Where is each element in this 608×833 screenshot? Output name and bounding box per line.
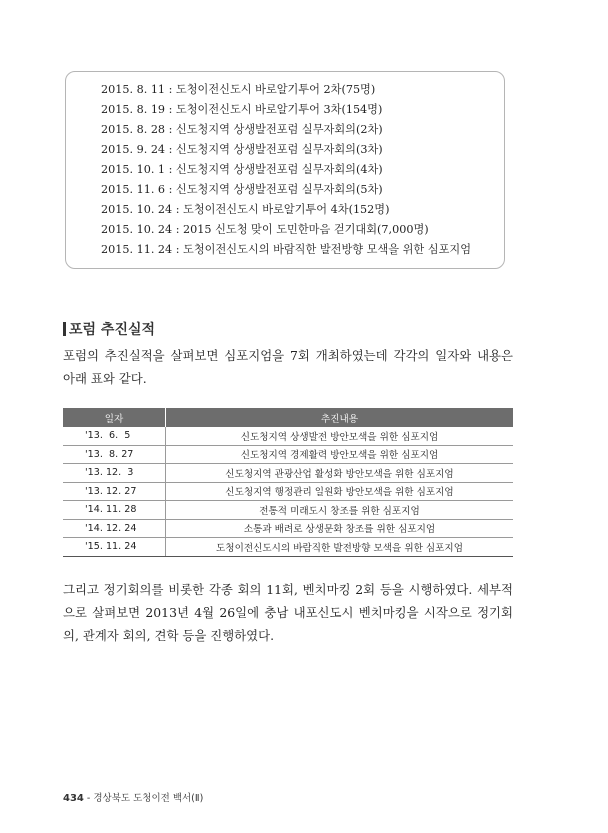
row-date: '14. 12. 24 (63, 519, 166, 538)
event-line: 2015. 10. 1 : 신도청지역 상생발전포럼 실무자회의(4차) (101, 163, 383, 176)
row-date: '13. 12. 3 (63, 464, 166, 483)
section-heading (63, 319, 155, 339)
table-row (63, 519, 513, 538)
table-header-row (63, 408, 513, 427)
page-footer (63, 790, 203, 804)
event-line: 2015. 9. 24 : 신도청지역 상생발전포럼 실무자회의(3차) (101, 143, 383, 156)
footer-separator: - (86, 793, 91, 804)
row-content: 신도청지역 행정관리 일원화 방안모색을 위한 심포지엄 (166, 482, 514, 501)
event-line: 2015. 8. 11 : 도청이전신도시 바로알기투어 2차(75명) (101, 83, 376, 96)
event-line: 2015. 11. 24 : 도청이전신도시의 바람직한 발전방향 모색을 위한 심포지엄 (101, 243, 472, 256)
event-line: 2015. 8. 28 : 신도청지역 상생발전포럼 실무자회의(2차) (101, 123, 383, 136)
section-title: 포럼 추진실적 (69, 322, 156, 338)
table-row (63, 445, 513, 464)
row-date: '13. 6. 5 (63, 427, 166, 445)
row-content: 신도청지역 경제활력 방안모색을 위한 심포지엄 (166, 445, 514, 464)
event-line: 2015. 10. 24 : 2015 신도청 맞이 도민한마음 걷기대회(7,000명) (101, 223, 429, 236)
row-date: '13. 12. 27 (63, 482, 166, 501)
table-row (63, 427, 513, 445)
row-content: 소통과 배려로 상생문화 창조를 위한 심포지엄 (166, 519, 514, 538)
table-row (63, 482, 513, 501)
row-content: 신도청지역 관광산업 활성화 방안모색을 위한 심포지엄 (166, 464, 514, 483)
row-date: '14. 11. 28 (63, 501, 166, 520)
symposium-table (63, 408, 513, 557)
heading-bar-icon (63, 322, 66, 336)
row-content: 신도청지역 상생발전 방안모색을 위한 심포지엄 (166, 427, 514, 445)
event-line: 2015. 10. 24 : 도청이전신도시 바로알기투어 4차(152명) (101, 203, 390, 216)
intro-paragraph: 포럼의 추진실적을 살펴보면 심포지엄을 7회 개최하였는데 각각의 일자와 내용은 아래 표와 같다. (63, 348, 513, 386)
table-row (63, 501, 513, 520)
header-date: 일자 (63, 408, 166, 427)
row-date: '15. 11. 24 (63, 538, 166, 557)
header-content: 추진내용 (166, 408, 514, 427)
row-date: '13. 8. 27 (63, 445, 166, 464)
table-row (63, 538, 513, 557)
page-number: 434 (63, 793, 84, 804)
closing-paragraph: 그리고 정기회의를 비롯한 각종 회의 11회, 벤치마킹 2회 등을 시행하였다. 세부적으로 살펴보면 2013년 4월 26일에 충남 내포신도시 벤치마킹을 시작으로 정기회의, 관계자 회의, 견학 등을 진행하였다. (63, 582, 513, 643)
table-row (63, 464, 513, 483)
book-title: 경상북도 도청이전 백서(Ⅱ) (93, 793, 204, 804)
event-line: 2015. 8. 19 : 도청이전신도시 바로알기투어 3차(154명) (101, 103, 383, 116)
row-content: 전통적 미래도시 창조를 위한 심포지엄 (166, 501, 514, 520)
row-content: 도청이전신도시의 바람직한 발전방향 모색을 위한 심포지엄 (166, 538, 514, 557)
event-line: 2015. 11. 6 : 신도청지역 상생발전포럼 실무자회의(5차) (101, 183, 383, 196)
